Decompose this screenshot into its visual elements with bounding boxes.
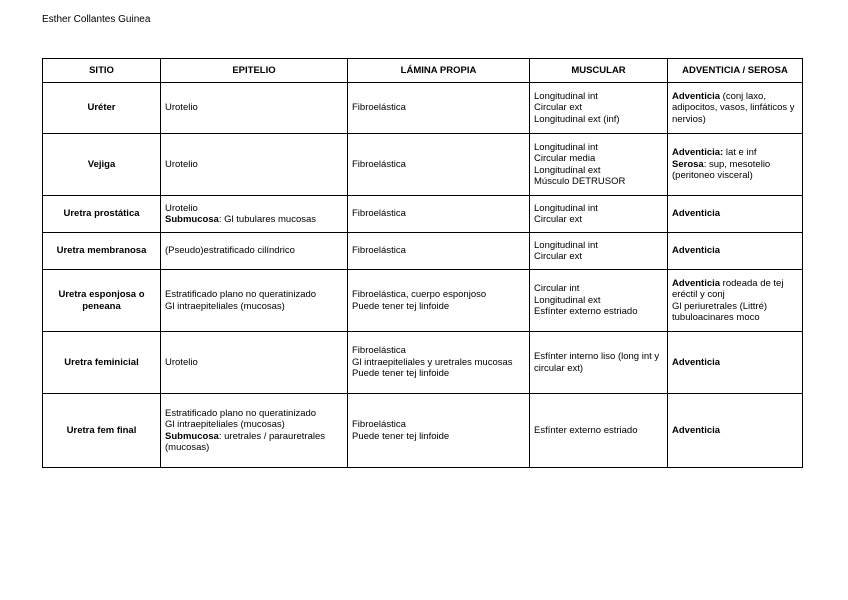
cell-line: Puede tener tej linfoide bbox=[352, 430, 450, 442]
cell-line: Estratificado plano no queratinizado bbox=[165, 407, 317, 419]
cell-line: Fibroelástica bbox=[352, 345, 406, 357]
cell-adventicia bbox=[668, 83, 803, 134]
cell-adventicia bbox=[668, 196, 803, 233]
cell-adventicia bbox=[668, 332, 803, 394]
cell-line: Fibroelástica bbox=[352, 245, 406, 257]
cell-line: Gl periuretrales (Littré) tubuloacinares moco bbox=[672, 300, 768, 323]
cell-bold-term: Adventicia bbox=[672, 424, 721, 436]
cell-lamina-propia bbox=[348, 134, 530, 196]
cell-line: Fibroelástica bbox=[352, 419, 406, 430]
cell-line: Circular media bbox=[534, 153, 596, 164]
cell-line: Urotelio bbox=[165, 158, 198, 170]
cell-muscular bbox=[530, 270, 668, 332]
cell-sitio: Vejiga bbox=[43, 134, 161, 196]
header-sitio: SITIO bbox=[43, 59, 161, 83]
cell-line: Circular ext bbox=[534, 102, 583, 114]
cell-line: Fibroelástica bbox=[352, 158, 406, 170]
histology-table bbox=[42, 58, 803, 468]
cell-bold-term: Submucosa bbox=[165, 214, 219, 225]
cell-sitio: Uretra fem final bbox=[43, 394, 161, 468]
table-row bbox=[43, 134, 803, 196]
cell-line: Gl intraepiteliales (mucosas) bbox=[165, 300, 285, 312]
cell-sitio: Uretra esponjosa o peneana bbox=[43, 270, 161, 332]
table-row bbox=[43, 196, 803, 233]
cell-line: Estratificado plano no queratinizado bbox=[165, 289, 317, 300]
cell-line: Circular ext bbox=[534, 251, 583, 262]
cell-bold-term: Serosa bbox=[672, 158, 704, 170]
cell-bold-term: Adventicia bbox=[672, 90, 721, 102]
table-row bbox=[43, 83, 803, 134]
cell-bold-term: Adventicia bbox=[672, 356, 721, 368]
cell-epitelio bbox=[161, 83, 348, 134]
document-author: Esther Collantes Guinea bbox=[42, 14, 151, 25]
cell-sitio: Uréter bbox=[43, 83, 161, 134]
cell-bold-term: Submucosa bbox=[165, 430, 219, 442]
cell-bold-term: Adventicia bbox=[672, 208, 721, 220]
cell-line: Gl intraepiteliales y uretrales mucosas bbox=[352, 356, 513, 368]
cell-text: lat e inf bbox=[723, 147, 757, 159]
cell-adventicia bbox=[668, 270, 803, 332]
cell-muscular bbox=[530, 332, 668, 394]
cell-line: Urotelio bbox=[165, 202, 198, 214]
cell-adventicia bbox=[668, 134, 803, 196]
cell-line: Fibroelástica, cuerpo esponjoso bbox=[352, 289, 487, 300]
cell-lamina-propia bbox=[348, 332, 530, 394]
table-row bbox=[43, 394, 803, 468]
cell-text: rodeada de tej eréctil y conj bbox=[672, 277, 784, 300]
cell-epitelio bbox=[161, 270, 348, 332]
table-header-row bbox=[43, 59, 803, 83]
header-lamina-propia: LÁMINA PROPIA bbox=[348, 59, 530, 83]
cell-bold-term: Adventicia bbox=[672, 277, 721, 289]
cell-line: Longitudinal ext (inf) bbox=[534, 113, 620, 125]
cell-line: Longitudinal int bbox=[534, 90, 598, 102]
header-epitelio: EPITELIO bbox=[161, 59, 348, 83]
cell-text: : sup, mesotelio (peritoneo visceral) bbox=[672, 158, 771, 182]
cell-line: Longitudinal int bbox=[534, 141, 598, 153]
cell-line: Longitudinal ext bbox=[534, 164, 601, 176]
cell-text: : uretrales / parauretrales (mucosas) bbox=[165, 430, 325, 453]
cell-line: Urotelio bbox=[165, 356, 198, 368]
cell-line bbox=[165, 431, 343, 454]
cell-line bbox=[672, 159, 798, 182]
cell-line bbox=[165, 214, 343, 226]
cell-line bbox=[672, 278, 798, 301]
cell-text: (conj laxo, adipocitos, vasos, linfáticos y nervios) bbox=[672, 90, 795, 125]
cell-lamina-propia bbox=[348, 83, 530, 134]
cell-epitelio bbox=[161, 233, 348, 270]
cell-lamina-propia bbox=[348, 270, 530, 332]
cell-line: Esfínter interno liso (long int y circular ext) bbox=[534, 351, 660, 374]
cell-lamina-propia bbox=[348, 394, 530, 468]
cell-epitelio bbox=[161, 332, 348, 394]
cell-line: Circular ext bbox=[534, 214, 583, 225]
cell-lamina-propia bbox=[348, 196, 530, 233]
cell-line: Longitudinal int bbox=[534, 239, 598, 251]
cell-epitelio bbox=[161, 196, 348, 233]
table-row bbox=[43, 270, 803, 332]
cell-line: Esfínter externo estriado bbox=[534, 306, 638, 318]
cell-line: Puede tener tej linfoide bbox=[352, 300, 450, 312]
cell-sitio: Uretra membranosa bbox=[43, 233, 161, 270]
cell-lamina-propia bbox=[348, 233, 530, 270]
cell-muscular bbox=[530, 196, 668, 233]
cell-line bbox=[672, 147, 798, 159]
cell-line: Urotelio bbox=[165, 102, 198, 114]
cell-line: Fibroelástica bbox=[352, 208, 406, 220]
table-row bbox=[43, 332, 803, 394]
cell-bold-term: Adventicia: bbox=[672, 147, 724, 159]
cell-line: Gl intraepiteliales (mucosas) bbox=[165, 419, 285, 430]
cell-muscular bbox=[530, 83, 668, 134]
cell-epitelio bbox=[161, 134, 348, 196]
cell-line: Fibroelástica bbox=[352, 102, 406, 114]
cell-line: Circular int bbox=[534, 283, 580, 295]
header-muscular: MUSCULAR bbox=[530, 59, 668, 83]
cell-muscular bbox=[530, 134, 668, 196]
table-row bbox=[43, 233, 803, 270]
cell-text: : Gl tubulares mucosas bbox=[218, 214, 317, 225]
cell-line: Músculo DETRUSOR bbox=[534, 176, 626, 187]
cell-line: Longitudinal ext bbox=[534, 294, 601, 306]
cell-line: Puede tener tej linfoide bbox=[352, 368, 450, 380]
cell-adventicia bbox=[668, 233, 803, 270]
cell-bold-term: Adventicia bbox=[672, 245, 721, 257]
cell-epitelio bbox=[161, 394, 348, 468]
cell-line: (Pseudo)estratificado cilíndrico bbox=[165, 245, 295, 257]
cell-muscular bbox=[530, 394, 668, 468]
cell-muscular bbox=[530, 233, 668, 270]
cell-line: Longitudinal int bbox=[534, 202, 598, 214]
cell-adventicia bbox=[668, 394, 803, 468]
cell-sitio: Uretra prostática bbox=[43, 196, 161, 233]
cell-sitio: Uretra feminicial bbox=[43, 332, 161, 394]
header-adventicia-serosa: ADVENTICIA / SEROSA bbox=[668, 59, 803, 83]
cell-line: Esfínter externo estriado bbox=[534, 424, 638, 436]
